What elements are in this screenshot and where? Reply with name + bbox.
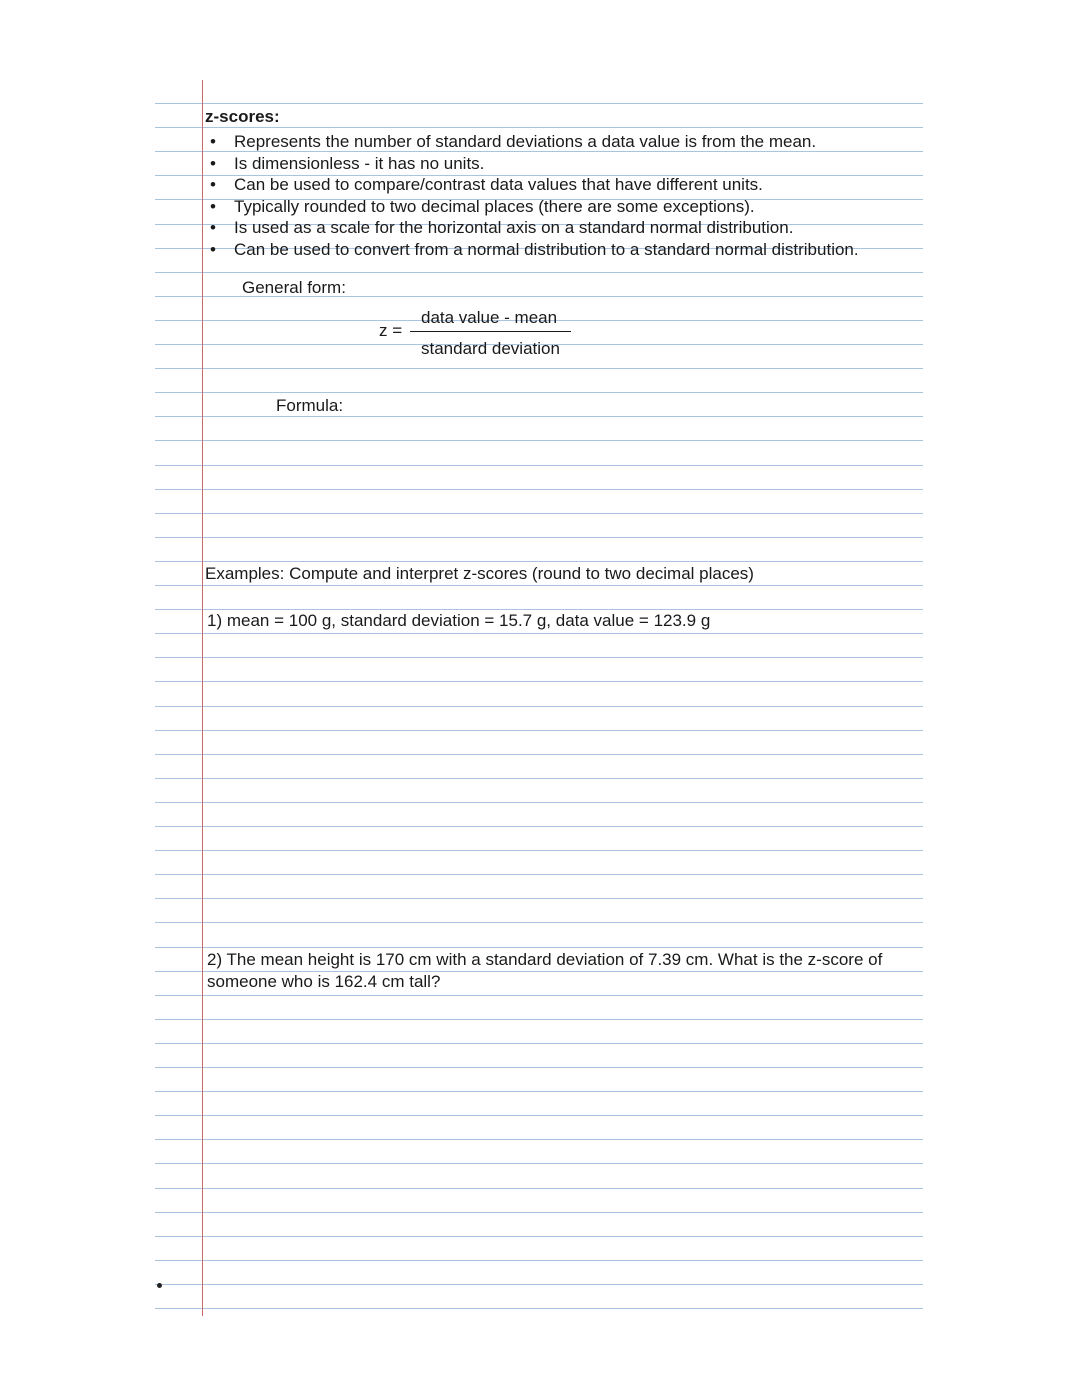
bullet-symbol: •: [210, 196, 216, 216]
rule-line: [155, 1115, 923, 1116]
rule-line: [155, 1212, 923, 1213]
examples-heading: Examples: Compute and interpret z-scores (round to two decimal places): [205, 564, 754, 583]
bullet-text: Can be used to compare/contrast data values that have different units.: [234, 175, 763, 195]
formula-numerator: data value - mean: [421, 308, 558, 327]
rule-line: [155, 802, 923, 803]
bullet-symbol: •: [210, 239, 216, 259]
rule-line: [155, 1043, 923, 1044]
bullet-symbol: •: [210, 175, 216, 195]
rule-line: [155, 995, 923, 996]
general-form-label: General form:: [242, 278, 346, 297]
bullet-text: Is used as a scale for the horizontal axis on a standard normal distribution.: [234, 218, 794, 238]
rule-line: [155, 368, 923, 369]
bullet-text: Can be used to convert from a normal distribution to a standard normal distribution.: [234, 239, 859, 259]
rule-line: [155, 103, 923, 104]
rule-line: [155, 1091, 923, 1092]
section-title: z-scores:: [205, 107, 280, 126]
rule-line: [155, 609, 923, 610]
example-1: 1) mean = 100 g, standard deviation = 15.7 g, data value = 123.9 g: [207, 611, 711, 630]
rule-line: [155, 440, 923, 441]
rule-line: [155, 392, 923, 393]
rule-line: [155, 1284, 923, 1285]
rule-line: [155, 657, 923, 658]
rule-line: [155, 1308, 923, 1309]
margin-line: [202, 80, 203, 1316]
rule-line: [155, 416, 923, 417]
rule-line: [155, 537, 923, 538]
rule-line: [155, 561, 923, 562]
rule-line: [155, 850, 923, 851]
rule-line: [155, 922, 923, 923]
rule-line: [155, 826, 923, 827]
formula-label: Formula:: [276, 396, 344, 415]
rule-line: [155, 1260, 923, 1261]
bullet-symbol: •: [210, 218, 216, 238]
rule-line: [155, 1139, 923, 1140]
rule-line: [155, 513, 923, 514]
example-2-line-2: someone who is 162.4 cm tall?: [207, 972, 441, 991]
rule-line: [155, 633, 923, 634]
bullet-text: Typically rounded to two decimal places (there are some exceptions).: [234, 196, 755, 216]
rule-line: [155, 874, 923, 875]
rule-line: [155, 1019, 923, 1020]
rule-line: [155, 1188, 923, 1189]
rule-line: [155, 489, 923, 490]
rule-line: [155, 898, 923, 899]
rule-line: [155, 272, 923, 273]
example-2-line-1: 2) The mean height is 170 cm with a standard deviation of 7.39 cm. What is the z-score of: [207, 950, 883, 969]
rule-line: [155, 1067, 923, 1068]
rule-line: [155, 1163, 923, 1164]
rule-line: [155, 681, 923, 682]
rule-line: [155, 754, 923, 755]
rule-line: [155, 947, 923, 948]
fraction-bar: [410, 331, 571, 332]
rule-line: [155, 706, 923, 707]
rule-line: [155, 1236, 923, 1237]
formula-denominator: standard deviation: [421, 339, 560, 358]
bullet-symbol: •: [210, 153, 216, 173]
rule-line: [155, 730, 923, 731]
rule-line: [155, 127, 923, 128]
stray-bullet-dot: [157, 1283, 162, 1288]
rule-line: [155, 778, 923, 779]
bullet-text: Represents the number of standard deviations a data value is from the mean.: [234, 132, 817, 151]
formula-lhs: z =: [379, 321, 403, 340]
bullet-text: Is dimensionless - it has no units.: [234, 153, 485, 173]
rule-line: [155, 465, 923, 466]
bullet-symbol: •: [210, 132, 216, 151]
rule-line: [155, 585, 923, 586]
